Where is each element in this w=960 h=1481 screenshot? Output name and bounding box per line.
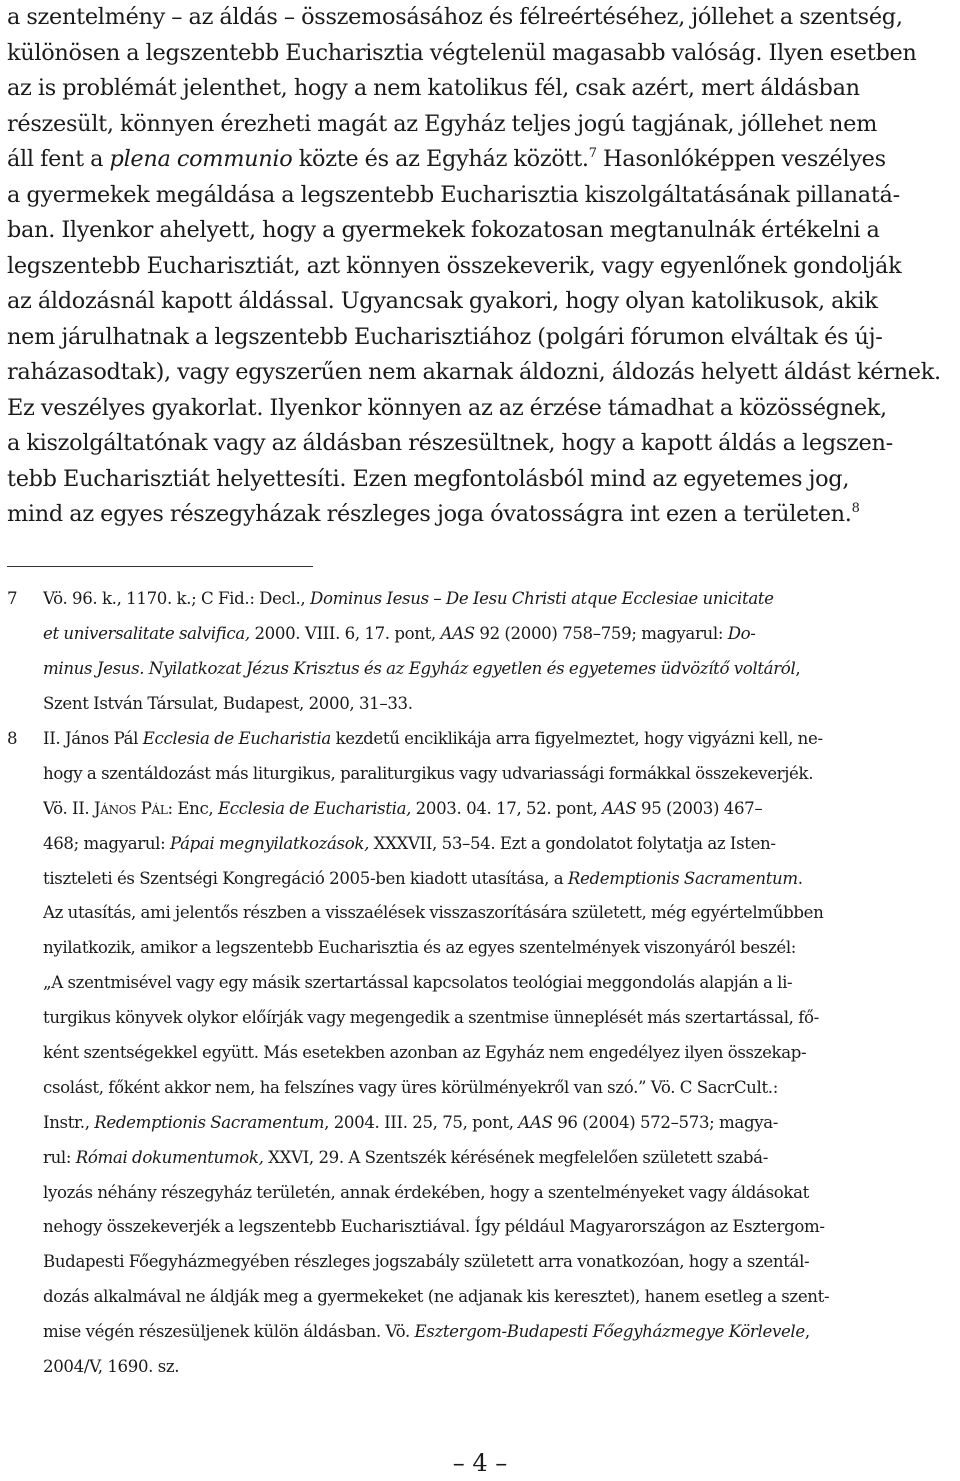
text-line: részesült, könnyen érezheti magát az Egyház teljes jogú tagjának, jóllehet nem xyxy=(7,110,878,137)
main-paragraph xyxy=(7,0,955,533)
footnote-line: Az utasítás, ami jelentős részben a visszaélések visszaszorítására született, még egyértelműbben xyxy=(43,903,824,923)
italic-title: Pápai megnyilatkozások, xyxy=(170,833,369,853)
text-run: , xyxy=(795,658,801,678)
text-run: II. János Pál xyxy=(43,729,143,748)
text-run: rul: xyxy=(43,1147,76,1167)
footnote-ref-8[interactable]: 8 xyxy=(851,501,860,516)
text-line: tebb Eucharisztiát helyettesíti. Ezen megfontolásból mind az egyetemes jog, xyxy=(7,465,850,492)
italic-title: Redemptionis Sacramentum xyxy=(567,868,798,888)
footnote-line: dozás alkalmával ne áldják meg a gyermekeket (ne adjanak kis keresztet), hanem esetleg a szent- xyxy=(43,1287,830,1307)
text-run: : Enc, xyxy=(167,798,218,818)
text-run: tiszteleti és Szentségi Kongregáció 2005-ben kiadott utasítása, a xyxy=(43,868,568,888)
footnote-line: Budapesti Főegyházmegyében részleges jogszabály született arra vonatkozóan, hogy a szentál- xyxy=(43,1252,810,1272)
italic-title: Ecclesia de Eucharistia xyxy=(142,729,331,748)
author-smallcaps: János Pál xyxy=(93,798,168,818)
text-run: közte és az Egyház között. xyxy=(292,146,589,172)
text-run: XXVI, 29. A Szentszék kérésének megfelelően született szabá- xyxy=(263,1147,768,1167)
footnote-marker: 8 xyxy=(7,729,18,748)
text-line: ban. Ilyenkor ahelyett, hogy a gyermekek fokozatosan megtanulnák értékelni a xyxy=(7,217,880,243)
footnote-line: turgikus könyvek olykor előírják vagy megengedik a szentmise ünneplését más szertartással, fő- xyxy=(43,1008,819,1028)
text-line: raházasodtak), vagy egyszerűen nem akarnak áldozni, áldozás helyett áldást kérnek. xyxy=(7,359,941,385)
italic-title: AAS xyxy=(440,623,475,643)
text-line: a kiszolgáltatónak vagy az áldásban részesültnek, hogy a kapott áldás a legszen- xyxy=(7,430,893,456)
text-run: 2003. 04. 17, 52. pont, xyxy=(411,798,603,818)
text-run: 96 (2004) 572–573; magya- xyxy=(552,1112,779,1132)
footnote-7 xyxy=(7,582,955,722)
text-run: Vö. 96. k., 1170. k.; C Fid.: Decl., xyxy=(43,589,310,608)
text-run: Vö. II. xyxy=(43,798,94,818)
footnote-line xyxy=(43,792,955,827)
text-run: áll fent a xyxy=(7,146,110,172)
text-run: 468; magyarul: xyxy=(43,833,170,853)
footnote-line xyxy=(43,722,955,757)
text-run: mise végén részesüljenek külön áldásban. Vö. xyxy=(43,1322,415,1342)
footnote-line: hogy a szentáldozást más liturgikus, paraliturgikus vagy udvariassági formákkal összekeverjék. xyxy=(43,763,814,783)
footnote-line xyxy=(43,652,955,687)
footnote-line xyxy=(43,617,955,652)
italic-title: minus Jesus. xyxy=(43,658,145,678)
footnote-separator xyxy=(7,566,313,567)
footnote-line xyxy=(43,862,955,897)
page-number: – 4 – xyxy=(452,1449,508,1477)
footnote-line: „A szentmisével vagy egy másik szertartással kapcsolatos teológiai meggondolás alapján a li- xyxy=(43,973,793,993)
text-run: , 2004. III. 25, 75, pont, xyxy=(324,1112,519,1132)
text-line xyxy=(7,497,955,533)
text-run: 2000. VIII. 6, 17. pont, xyxy=(249,623,441,643)
text-line: Ez veszélyes gyakorlat. Ilyenkor könnyen az az érzése támadhat a közösségnek, xyxy=(7,394,887,421)
footnote-ref-7[interactable]: 7 xyxy=(588,146,597,161)
footnote-line: ként szentségekkel együtt. Más esetekben azonban az Egyház nem engedélyez ilyen összekap- xyxy=(43,1043,807,1063)
text-line: az áldozásnál kapott áldással. Ugyancsak gyakori, hogy olyan katolikusok, akik xyxy=(7,288,878,314)
footnote-line: nyilatkozik, amikor a legszentebb Eucharisztia és az egyes szentelmények viszonyáról beszél: xyxy=(43,938,797,958)
footnote-line: 2004/V, 1690. sz. xyxy=(43,1357,180,1377)
footnote-line: lyozás néhány részegyház területén, annak érdekében, hogy a szentelményeket vagy áldásokat xyxy=(43,1182,809,1202)
italic-title: Római dokumentumok, xyxy=(75,1147,264,1167)
footnote-line: Szent István Társulat, Budapest, 2000, 31–33. xyxy=(43,693,413,713)
italic-title: Nyilatkozat Jézus Krisztus és az Egyház egyetlen és egyetemes üdvözítő voltáról xyxy=(148,658,796,678)
footnote-line xyxy=(43,1315,955,1350)
text-run: 92 (2000) 758–759; magyarul: xyxy=(474,623,728,643)
italic-title: Dominus Iesus – De Iesu Christi atque Ecclesiae unicitate xyxy=(309,589,774,608)
footnote-line: csolást, főként akkor nem, ha felszínes vagy üres körülményekről van szó.” Vö. C SacrCult.: xyxy=(43,1077,778,1097)
italic-term: plena communio xyxy=(109,146,293,172)
text-run: XXXVII, 53–54. Ezt a gondolatot folytatja az Isten- xyxy=(369,833,776,853)
italic-title: et universalitate salvifica, xyxy=(43,623,250,643)
text-run: Hasonlóképpen veszélyes xyxy=(596,146,886,172)
footnote-line: nehogy összekeverjék a legszentebb Eucharisztiával. Így például Magyarországon az Esztergom- xyxy=(43,1217,825,1237)
italic-title: Do- xyxy=(727,623,756,643)
text-line: különösen a legszentebb Eucharisztia végtelenül magasabb valóság. Ilyen esetben xyxy=(7,39,917,66)
text-run: 95 (2003) 467– xyxy=(636,798,763,818)
footnote-line xyxy=(43,1106,955,1141)
italic-title: Redemptionis Sacramentum xyxy=(94,1112,325,1132)
text-run: kezdetű enciklikája arra figyelmeztet, hogy vigyázni kell, ne- xyxy=(330,729,823,748)
text-line: legszentebb Eucharisztiát, azt könnyen összekeverik, vagy egyenlőnek gondolják xyxy=(7,252,902,279)
text-run: . xyxy=(797,868,803,888)
footnote-line xyxy=(43,827,955,862)
text-run: mind az egyes részegyházak részleges joga óvatosságra int ezen a területen. xyxy=(7,501,852,527)
text-line: nem járulhatnak a legszentebb Eucharisztiához (polgári fórumon elváltak és új- xyxy=(7,323,883,350)
text-line: az is problémát jelenthet, hogy a nem katolikus fél, csak azért, mert áldásban xyxy=(7,75,860,101)
footnote-marker: 7 xyxy=(7,589,18,608)
italic-title: AAS xyxy=(518,1112,553,1132)
footnote-line xyxy=(43,582,955,617)
text-run: Instr., xyxy=(43,1112,95,1132)
italic-title: Ecclesia de Eucharistia, xyxy=(217,798,412,818)
text-run: , xyxy=(804,1322,810,1342)
text-line: a szentelmény – az áldás – összemosásához és félreértéséhez, jóllehet a szentség, xyxy=(7,4,903,30)
text-line: a gyermekek megáldása a legszentebb Eucharisztia kiszolgáltatásának pillanatá- xyxy=(7,181,900,208)
italic-title: AAS xyxy=(602,798,637,818)
text-line xyxy=(7,142,955,178)
italic-title: Esztergom-Budapesti Főegyházmegye Körlevele xyxy=(414,1322,805,1342)
footnote-line xyxy=(43,1141,955,1176)
footnote-8 xyxy=(7,722,955,1385)
